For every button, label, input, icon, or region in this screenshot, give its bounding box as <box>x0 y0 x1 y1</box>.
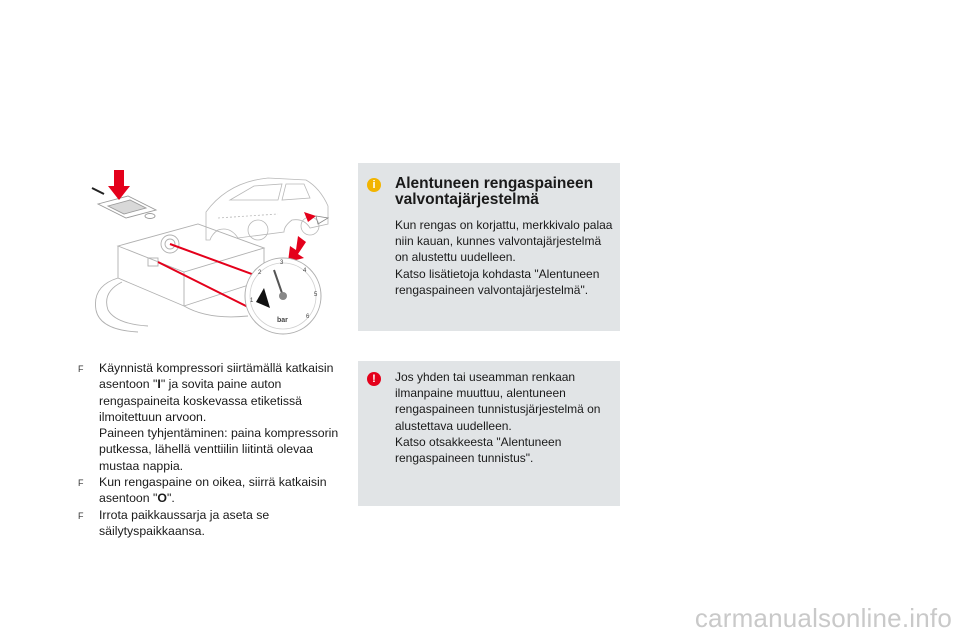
step-extra: Paineen tyhjentäminen: paina kompressorin putkessa, lähellä venttiilin liitintä olevaa mustaa nappia. <box>99 426 339 473</box>
step-text: Kun rengaspaine on oikea, siirrä katkaisin asentoon " <box>99 475 327 506</box>
red-arrows <box>108 170 316 262</box>
gauge-tick-4: 4 <box>303 268 307 274</box>
step-text: Irrota paikkaussarja ja aseta se säilytyspaikkaansa. <box>99 507 270 538</box>
info-title: Alentuneen rengaspaineen valvontajärjestelmä <box>395 175 594 208</box>
info-box <box>358 163 620 331</box>
info-body <box>395 217 613 298</box>
instruction-steps <box>78 360 348 539</box>
gauge-tick-2: 2 <box>258 270 262 276</box>
step-bullet: F <box>78 364 84 374</box>
switch-position-on: I <box>157 377 161 392</box>
info-icon: i <box>367 178 381 192</box>
gauge-tick-1: 1 <box>250 298 254 304</box>
car-outline <box>206 178 328 240</box>
step-item <box>78 507 348 540</box>
warning-body-text: Jos yhden tai useamman renkaan ilmanpaine muuttuu, alentuneen rengaspaineen tunnistusjärjestelmä on alustettava uudelleen. <box>395 370 601 433</box>
info-body-text: Kun rengas on korjattu, merkkivalo palaa niin kauan, kunnes valvontajärjestelmä on alustettu uudelleen. <box>395 218 613 265</box>
step-item <box>78 360 348 474</box>
warning-box <box>358 361 620 506</box>
gauge-unit: bar <box>277 317 288 324</box>
step-bullet: F <box>78 478 84 489</box>
gauge-tick-3: 3 <box>280 260 284 266</box>
step-text-after: ". <box>166 491 175 506</box>
info-body-text-2: Katso lisätietoja kohdasta "Alentuneen rengaspaineen valvontajärjestelmä". <box>395 266 600 297</box>
warning-body-text-2: Katso otsakkeesta "Alentuneen rengaspaineen tunnistus". <box>395 434 562 466</box>
gauge-tick-6: 6 <box>306 314 310 320</box>
step-text-after: " ja sovita paine auton rengaspaineita koskevassa etiketissä ilmoitettuun arvoon. <box>99 377 303 424</box>
hoses <box>95 278 248 332</box>
step-text: Käynnistä kompressori siirtämällä katkaisin asentoon " <box>99 361 334 392</box>
warning-body <box>395 369 613 466</box>
compressor-illustration <box>78 160 340 336</box>
switch-position-off: O <box>157 491 167 506</box>
compressor-box <box>118 224 264 306</box>
warning-icon: ! <box>367 372 381 386</box>
pressure-gauge <box>245 258 321 334</box>
step-item <box>78 474 348 507</box>
gauge-tick-5: 5 <box>314 292 318 298</box>
step-bullet: F <box>78 510 84 521</box>
watermark: carmanualsonline.info <box>694 603 952 633</box>
